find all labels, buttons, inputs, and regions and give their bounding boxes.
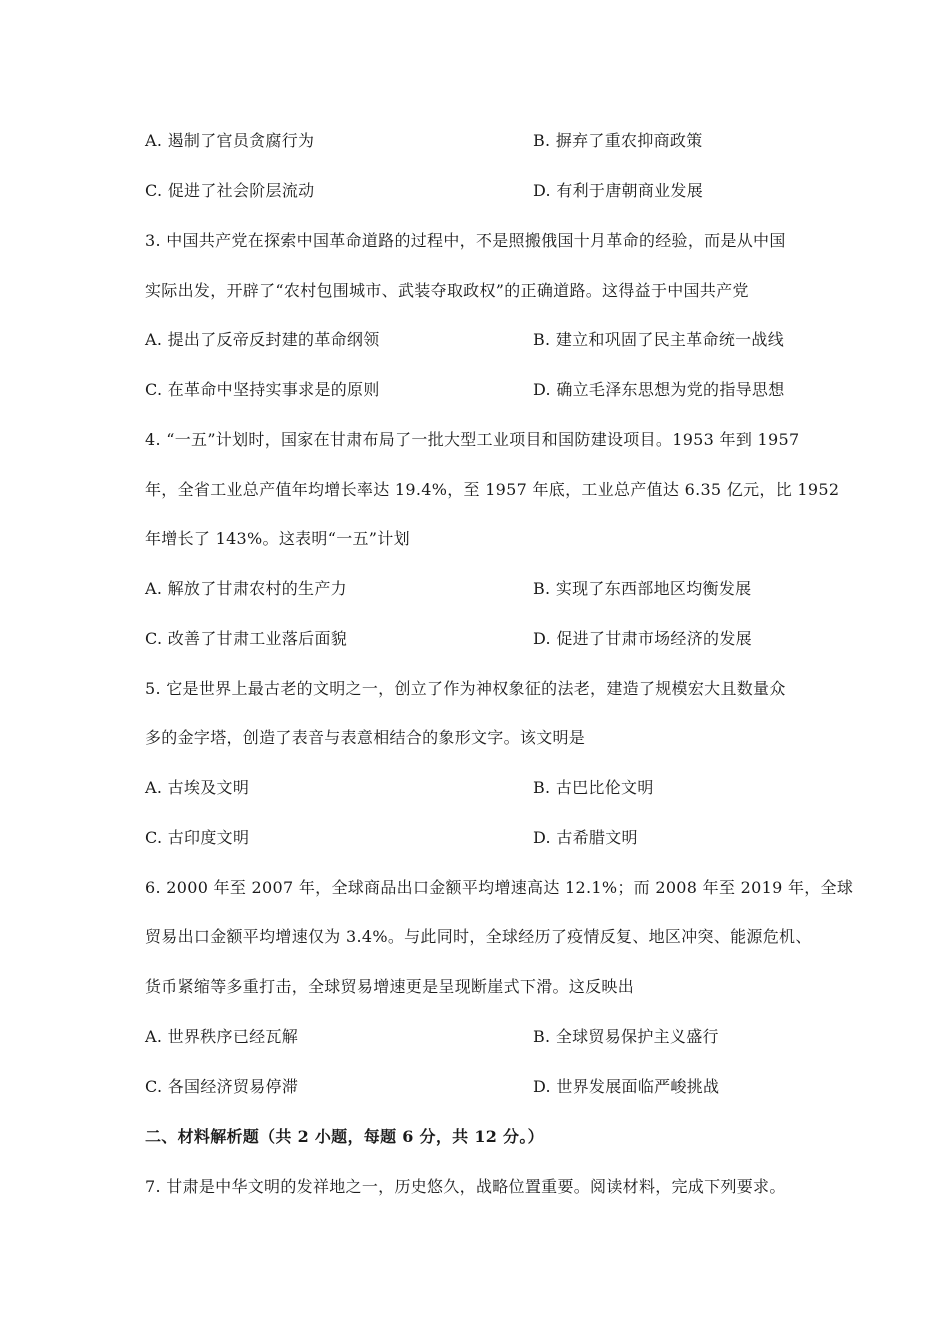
q4-stem-line1: 4. “一五”计划时，国家在甘肃布局了一批大型工业项目和国防建设项目。1953 年到 1957 — [145, 430, 800, 449]
q3-option-a: A. 提出了反帝反封建的革命纲领 — [145, 330, 380, 349]
q3-option-d: D. 确立毛泽东思想为党的指导思想 — [533, 380, 785, 399]
q4-stem-line3: 年增长了 143%。这表明“一五”计划 — [145, 529, 410, 548]
section-heading: 二、材料解析题（共 2 小题，每题 6 分，共 12 分。） — [145, 1127, 544, 1146]
q4-option-a: A. 解放了甘肃农村的生产力 — [145, 579, 347, 598]
q5-option-d: D. 古希腊文明 — [533, 828, 638, 847]
q6-option-b: B. 全球贸易保护主义盛行 — [533, 1027, 719, 1046]
q5-option-c: C. 古印度文明 — [145, 828, 250, 847]
q2-option-d: D. 有利于唐朝商业发展 — [533, 181, 704, 200]
q5-stem-line2: 多的金字塔，创造了表音与表意相结合的象形文字。该文明是 — [145, 728, 586, 747]
q3-stem-line1: 3. 中国共产党在探索中国革命道路的过程中，不是照搬俄国十月革命的经验，而是从中国 — [145, 231, 786, 250]
q4-option-d: D. 促进了甘肃市场经济的发展 — [533, 629, 752, 648]
q2-option-c: C. 促进了社会阶层流动 — [145, 181, 315, 200]
q6-stem-line2: 贸易出口金额平均增速仅为 3.4%。与此同时，全球经历了疫情反复、地区冲突、能源危机、 — [145, 927, 812, 946]
q5-option-b: B. 古巴比伦文明 — [533, 778, 654, 797]
q6-option-a: A. 世界秩序已经瓦解 — [145, 1027, 299, 1046]
q3-option-c: C. 在革命中坚持实事求是的原则 — [145, 380, 380, 399]
q3-stem-line2: 实际出发，开辟了“农村包围城市、武装夺取政权”的正确道路。这得益于中国共产党 — [145, 281, 749, 300]
q6-stem-line3: 货币紧缩等多重打击，全球贸易增速更是呈现断崖式下滑。这反映出 — [145, 977, 635, 996]
q6-option-d: D. 世界发展面临严峻挑战 — [533, 1077, 720, 1096]
q4-option-b: B. 实现了东西部地区均衡发展 — [533, 579, 752, 598]
q5-option-a: A. 古埃及文明 — [145, 778, 250, 797]
q6-stem-line1: 6. 2000 年至 2007 年，全球商品出口金额平均增速高达 12.1%；而 2008 年至 2019 年，全球 — [145, 878, 854, 897]
q4-stem-line2: 年，全省工业总产值年均增长率达 19.4%，至 1957 年底，工业总产值达 6.35 亿元，比 1952 — [145, 480, 840, 499]
q7-stem-line1: 7. 甘肃是中华文明的发祥地之一，历史悠久，战略位置重要。阅读材料，完成下列要求。 — [145, 1177, 786, 1196]
q5-stem-line1: 5. 它是世界上最古老的文明之一，创立了作为神权象征的法老，建造了规模宏大且数量众 — [145, 679, 786, 698]
q3-option-b: B. 建立和巩固了民主革命统一战线 — [533, 330, 785, 349]
q4-option-c: C. 改善了甘肃工业落后面貌 — [145, 629, 348, 648]
q2-option-b: B. 摒弃了重农抑商政策 — [533, 131, 703, 150]
q6-option-c: C. 各国经济贸易停滞 — [145, 1077, 299, 1096]
q2-option-a: A. 遏制了官员贪腐行为 — [145, 131, 315, 150]
